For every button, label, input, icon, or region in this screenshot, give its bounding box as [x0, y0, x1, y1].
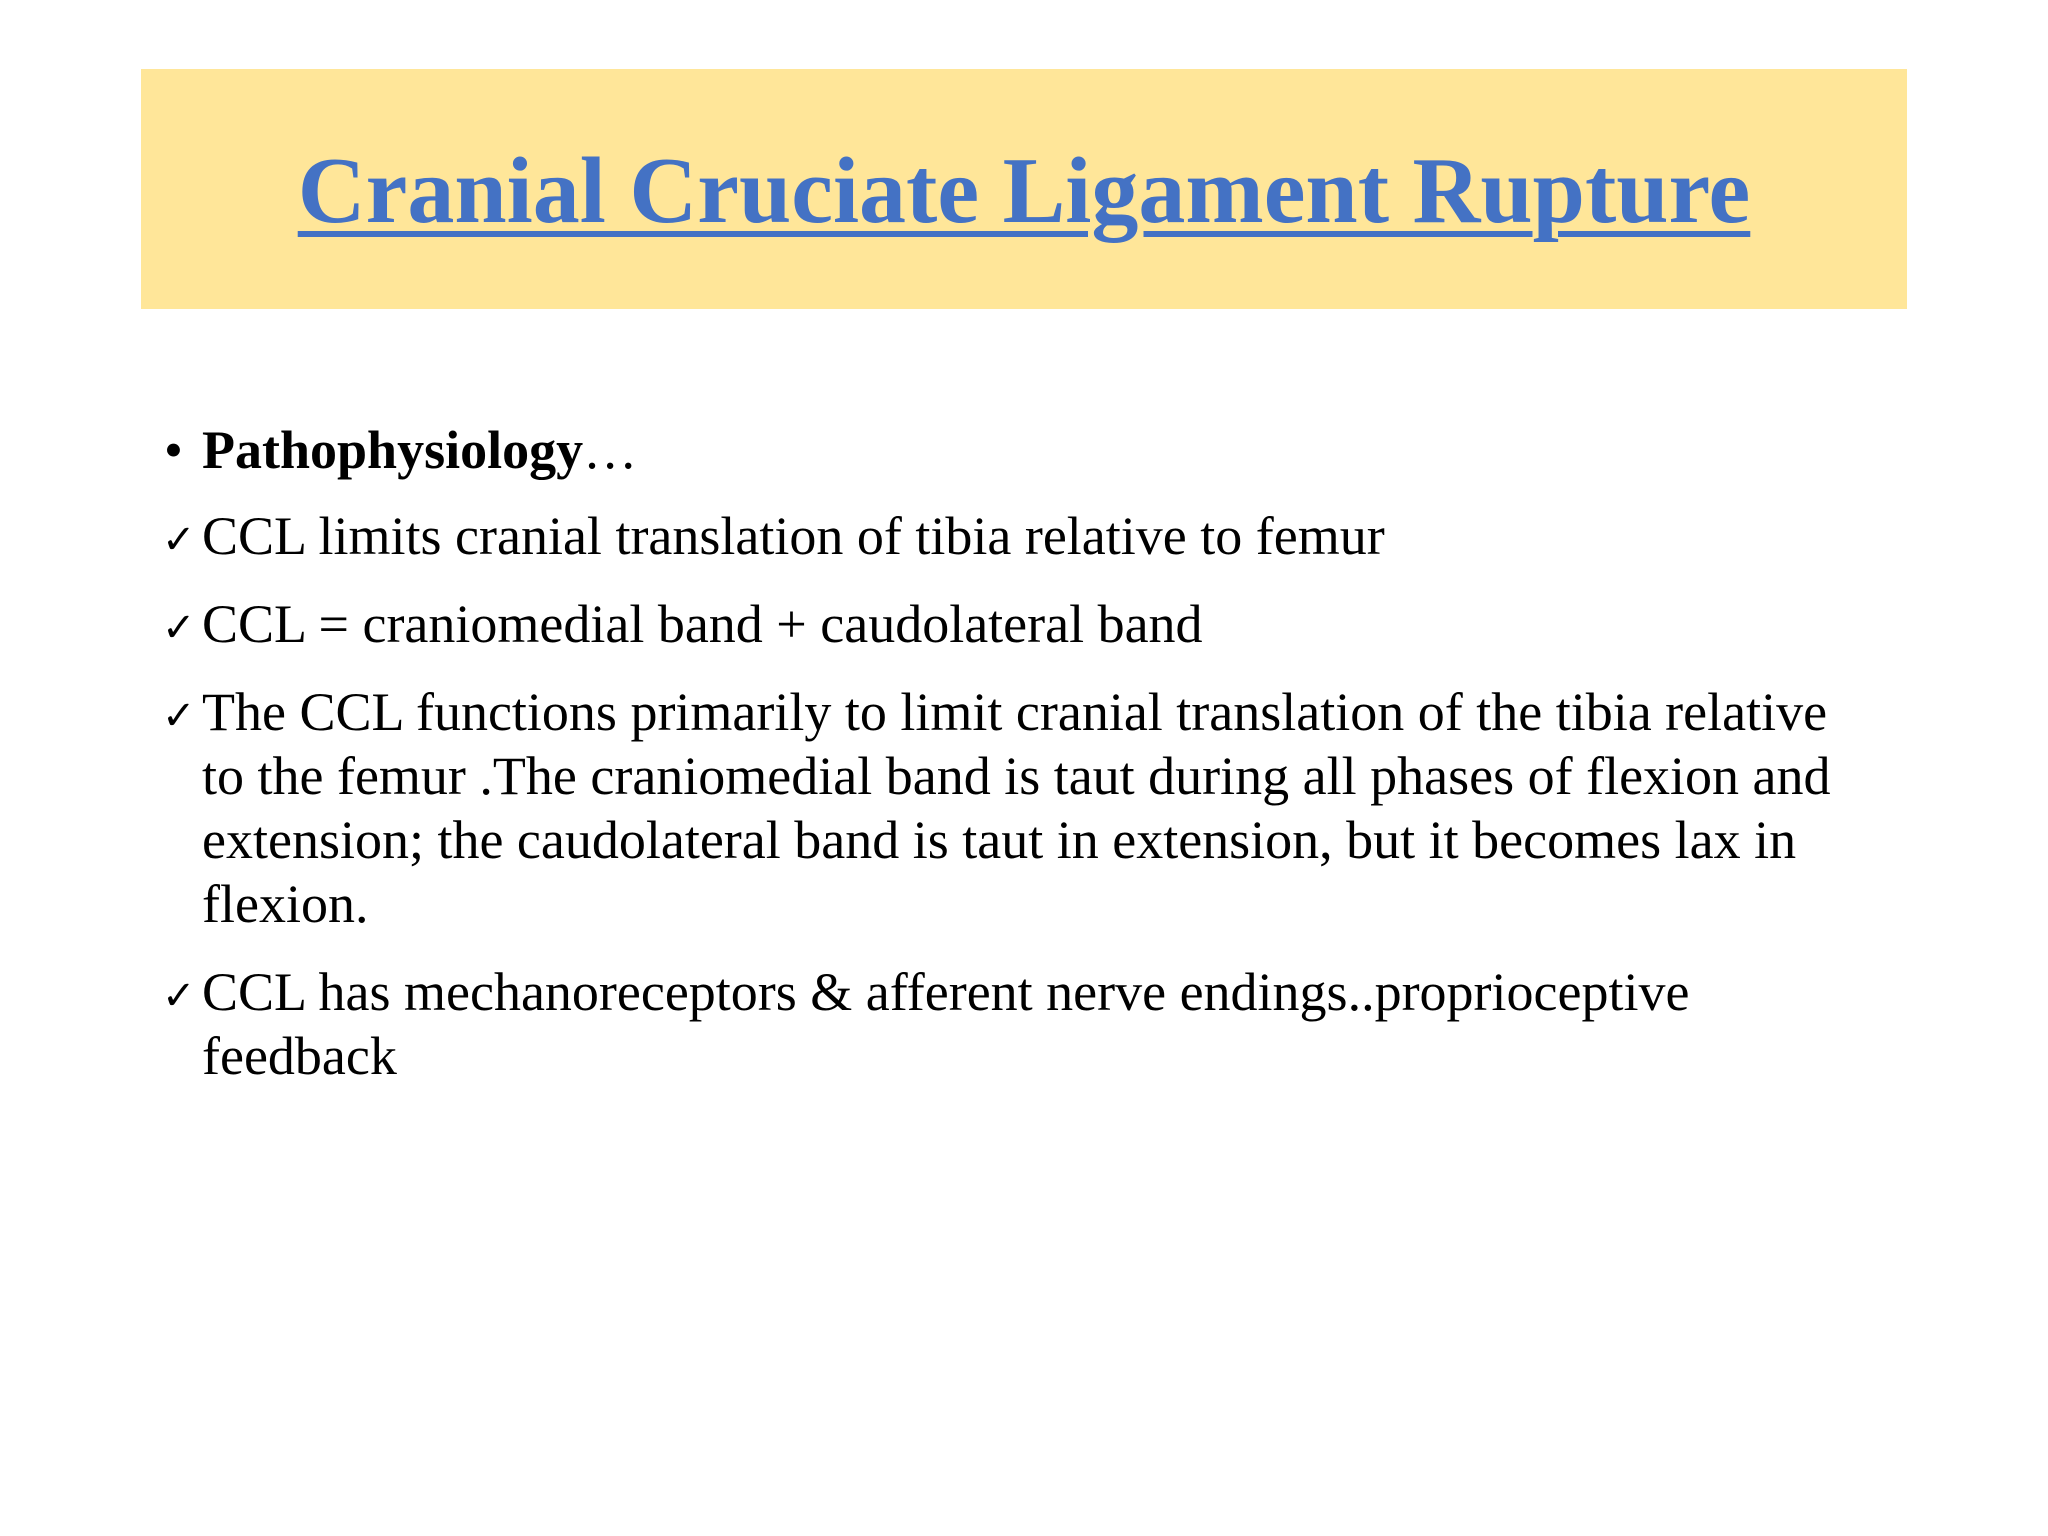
list-item	[162, 960, 1882, 1088]
checkmark-icon: ✓	[162, 605, 196, 651]
title-banner	[141, 69, 1907, 309]
list-item	[162, 592, 1882, 656]
list-item	[162, 680, 1882, 936]
checkmark-icon: ✓	[162, 517, 196, 563]
slide-title: Cranial Cruciate Ligament Rupture	[297, 139, 1751, 243]
heading-ellipsis: …	[583, 420, 638, 480]
list-item-text: CCL has mechanoreceptors & afferent nerve endings..proprioceptive feedback	[202, 962, 1690, 1086]
checkmark-icon: ✓	[162, 693, 196, 739]
bullet-heading-item	[162, 418, 1882, 482]
list-item	[162, 504, 1882, 568]
list-item-text: The CCL functions primarily to limit cranial translation of the tibia relative to the femur .The craniomedial band is taut during all phases of flexion and extension; the caudolateral band is taut in extension, but it becomes lax in flexion.	[202, 682, 1831, 934]
list-item-text: CCL limits cranial translation of tibia relative to femur	[202, 506, 1385, 566]
list-item-text: CCL = craniomedial band + caudolateral band	[202, 594, 1203, 654]
slide-content	[162, 418, 1882, 1112]
bullet-icon: •	[164, 420, 183, 480]
checkmark-icon: ✓	[162, 973, 196, 1019]
section-heading: Pathophysiology	[202, 420, 584, 480]
